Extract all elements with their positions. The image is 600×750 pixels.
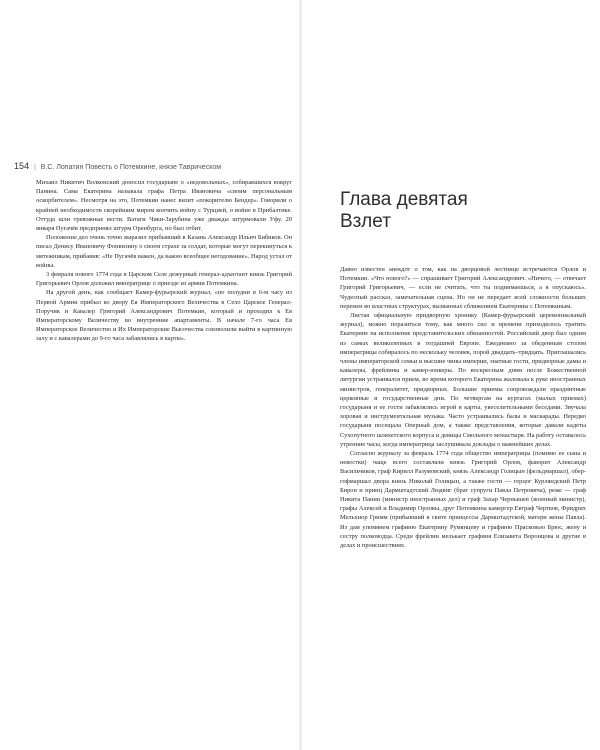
chapter-title: Взлет: [340, 211, 391, 232]
right-body-text: [340, 265, 586, 550]
paragraph: 3 февраля нового 1774 года в Царском Селе дежурный генерал-адъютант князь Григорий Григорьевич Орлов доложил императрице о приезде из армии Потемкина.: [36, 271, 292, 288]
running-head: [14, 161, 294, 171]
paragraph: На другой день, как сообщает Камер-фурьерский журнал, «по полудни в 6-м часу из Первой Армии прибыл ко двору Ея Императорского Величества в Село Царское Генерал-Поручик и Кавалер Григорий Александрович Потемкин, который и проходил к Ея Императорскому Величеству во внутренние апартаменты. В начале 7-го часа Ея Императорское Величество и Их Императорские Высочества соизволили выйти в картинную залу и с кавалерами до 9-го часа забавлялись в карты».: [36, 289, 292, 343]
chapter-heading: [340, 189, 580, 233]
running-head-separator: |: [33, 164, 36, 171]
paragraph: Давно известен анекдот о том, как на дворцовой лестнице встречаются Орлов и Потемкин. «Что нового?» — спрашивает Григорий Александрович. «Ничего, — отвечает Григорий Григорьевич, — если не считать, что ты поднимаешься, а я опускаюсь». Чудесный рассказ, замечательная сцена. Но он не передает всей сложности больших перемен во властных структурах, вызванных сближением Екатерины с Потемкиным.: [340, 266, 586, 310]
left-body-text: [36, 178, 292, 344]
chapter-number: Глава девятая: [340, 189, 468, 210]
page-number: 154: [14, 161, 30, 171]
running-head-title: Повесть о Потемкине, князе Таврическом: [85, 164, 222, 171]
running-head-author: В.С. Лопатин: [40, 164, 84, 171]
paragraph: Листая официальную придворную хронику (Камер-фурьерский церемониальный журнал), можно поразиться тому, как много сил и времени приходилось тратить Екатерине на исполнение представительских обязанностей. Российский двор был одним из самых великолепных в тогдашней Европе. Ежедневно за обеденным столом императрицы собиралось по нескольку человек, порой двадцать–тридцать. Приглашались члены императорской семьи и высшие чины империи, знатные гости, придворные дамы и кавалеры, фрейлины и камер-юнкеры. По воскресным дням после Божественной литургии устраивался прием, во время которого Екатерина жаловала к руке иностранных министров, генералитет, придворных. Большие приемы сопровождали праздничные церковные и государственные дни. По четвергам на куртагах (малых приемах) государыня и ее гости забавлялись игрой в карты, увеселительными беседами. Звучала хоровая и инструментальная музыка. Часто устраивались балы и маскарады. Нередко государыня посещала Оперный дом, а также представления, которые давали кадеты Сухопутного шляхетского корпуса и девицы Смольного монастыря. На работу оставалось утренние часы, когда императрица заслушивала доклады о важнейших делах.: [340, 312, 586, 448]
paragraph: Согласно журналу за февраль 1774 года общество императрицы (помимо ее сына и невестки) чаще всего составляли князь Григорий Орлов, фаворит Александр Васильчиков, граф Кирилл Разумовский, князь Александр Голицын (фельдмаршал), обер-гофмаршал двора князь Николай Голицын, а также гости — герцог Курляндский Петр Бирон и принц Дармштадтский Людвиг (брат супруги Павла Петровича), реже — граф Никита Панин (министр иностранных дел) и граф Захар Чернышев (военный министр), графы Алексей и Владимир Орловы, друг Потемкина камергер Евграф Чертков, Фридрих Мельхиор Гримм (прибывший в свите принцессы Дармштадтской, матери жены Павла). Из дам упомянем графиню Екатерину Румянцеву и графиню Прасковью Брюс, жену и сестру полководца. Среди фрейлин мелькает графиня Елизавета Воронцова и другие в делах и происшествиях.: [340, 450, 586, 550]
right-page: [302, 0, 600, 750]
paragraph: Положение дел очень точно выразил прибывший в Казань Александр Ильич Бибиков. Он писал Денису Ивановичу Фонвизину о своем страхе за солдат, которые могут перекинуться к мятежникам, прибавив: «Не Пугачёв важен, да важно всеобщее негодование». Народ устал от войны.: [36, 234, 292, 269]
paragraph: Михаил Никитич Волконский доносил государыне о «недовольных», собиравшихся вокруг Панина. Сама Екатерина называла графа Петра Ивановича «своим персональным оскорбителем». Несмотря на это, Потемкин нанес визит «покорителю Бендер». Говорили о крайней необходимости скорейшим миром кончить войну с Турцией, о войне в Прибалтике. Оттуда шли тревожные вести. Ватаги Чики-Зарубина уже дважды штурмовали Уфу. 20 января Пугачёв предпринял штурм Оренбурга, но был отбит.: [36, 179, 292, 233]
